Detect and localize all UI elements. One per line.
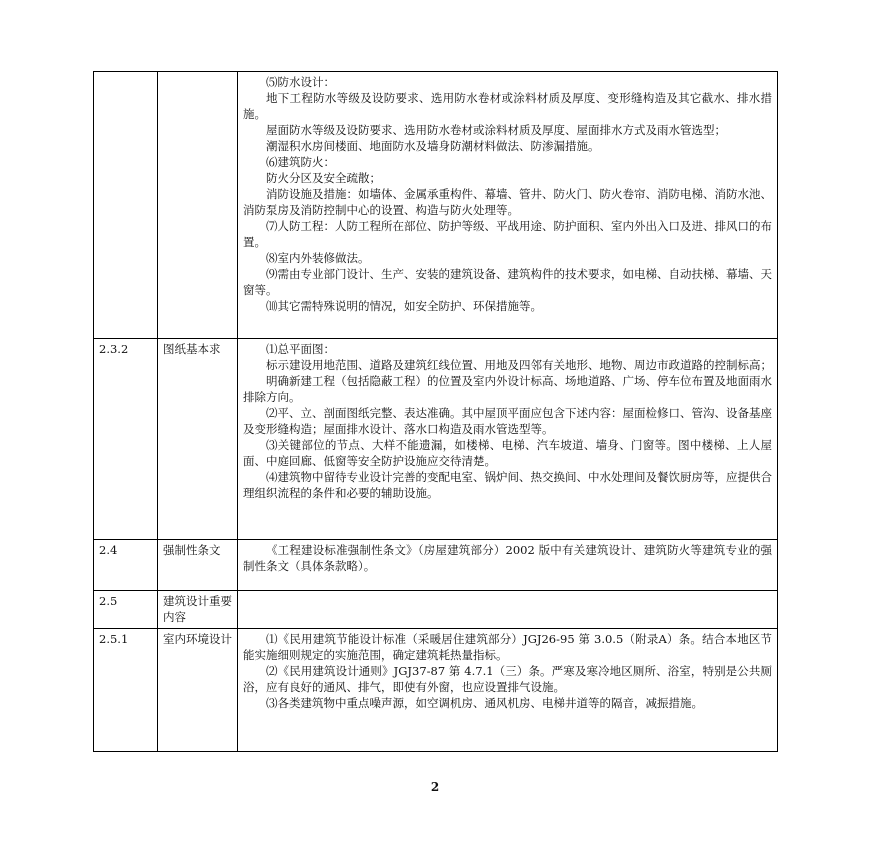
row-title-cell <box>158 72 238 339</box>
paragraph: ⑻室内外装修做法。 <box>266 251 370 265</box>
row-number-cell: 2.5 <box>94 591 158 629</box>
row-content-cell <box>238 540 778 591</box>
paragraph: 地下工程防水等级及设防要求、选用防水卷材或涂料材质及厚度、变形缝构造及其它截水、排水措施。 <box>243 91 772 121</box>
row-number-cell: 2.4 <box>94 540 158 591</box>
paragraph: ⑽其它需特殊说明的情况，如安全防护、环保措施等。 <box>266 299 542 313</box>
spec-table <box>93 71 778 752</box>
paragraph: ⑹建筑防火： <box>266 155 335 169</box>
table-row <box>94 339 778 540</box>
row-content-cell <box>238 591 778 629</box>
row-content-cell <box>238 72 778 339</box>
paragraph: ⑼需由专业部门设计、生产、安装的建筑设备、建筑构件的技术要求，如电梯、自动扶梯、幕墙、天窗等。 <box>243 267 772 297</box>
paragraph: ⑵平、立、剖面图纸完整、表达准确。其中屋顶平面应包含下述内容：屋面检修口、管沟、设备基座及变形缝构造；屋面排水设计、落水口构造及雨水管选型等。 <box>243 406 772 436</box>
spec-table-body <box>94 72 778 752</box>
paragraph: ⑶各类建筑物中重点噪声源，如空调机房、通风机房、电梯井道等的隔音，减振措施。 <box>266 696 703 710</box>
paragraph: 防火分区及安全疏散； <box>266 171 381 185</box>
table-row <box>94 72 778 339</box>
page-number: 2 <box>430 780 440 794</box>
paragraph: 标示建设用地范围、道路及建筑红线位置、用地及四邻有关地形、地物、周边市政道路的控制标高； <box>266 358 772 372</box>
paragraph: 消防设施及措施：如墙体、金属承重构件、幕墙、管井、防火门、防火卷帘、消防电梯、消防水池、消防泵房及消防控制中心的设置、构造与防火处理等。 <box>243 187 772 217</box>
paragraph: 明确新建工程（包括隐蔽工程）的位置及室内外设计标高、场地道路、广场、停车位布置及地面雨水排除方向。 <box>243 374 772 404</box>
paragraph: ⑺人防工程：人防工程所在部位、防护等级、平战用途、防护面积、室内外出入口及进、排风口的布置。 <box>243 219 772 249</box>
paragraph: ⑴《民用建筑节能设计标准（采暖居住建筑部分）JGJ26-95 第 3.0.5（附录A）条。结合本地区节能实施细则规定的实施范围，确定建筑耗热量指标。 <box>243 632 772 662</box>
table-row <box>94 540 778 591</box>
row-number-cell <box>94 72 158 339</box>
paragraph: ⑶关键部位的节点、大样不能遗漏，如楼梯、电梯、汽车坡道、墙身、门窗等。图中楼梯、上人屋面、中庭回廊、低窗等安全防护设施应交待清楚。 <box>243 438 772 468</box>
row-title-cell: 室内环境设计 <box>158 629 238 752</box>
paragraph: ⑵《民用建筑设计通则》JGJ37-87 第 4.7.1（三）条。严寒及寒冷地区厕所、浴室，特别是公共厕浴，应有良好的通风、排气，即使有外窗，也应设置排气设施。 <box>243 664 772 694</box>
paragraph: ⑴总平面图： <box>266 342 335 356</box>
table-row <box>94 591 778 629</box>
row-content-cell <box>238 339 778 540</box>
row-content-cell <box>238 629 778 752</box>
row-title-cell: 建筑设计重要内容 <box>158 591 238 629</box>
paragraph: 屋面防水等级及设防要求、选用防水卷材或涂料材质及厚度、屋面排水方式及雨水管选型； <box>266 123 726 137</box>
paragraph: ⑷建筑物中留待专业设计完善的变配电室、锅炉间、热交换间、中水处理间及餐饮厨房等，应提供合理组织流程的条件和必要的辅助设施。 <box>243 470 772 500</box>
paragraph: 潮湿积水房间楼面、地面防水及墙身防潮材料做法、防渗漏措施。 <box>266 139 600 153</box>
row-title-cell: 图纸基本求 <box>158 339 238 540</box>
table-row <box>94 629 778 752</box>
row-number-cell: 2.5.1 <box>94 629 158 752</box>
paragraph: 《工程建设标准强制性条文》（房屋建筑部分）2002 版中有关建筑设计、建筑防火等建筑专业的强制性条文（具体条款略）。 <box>243 543 772 573</box>
row-title-cell: 强制性条文 <box>158 540 238 591</box>
paragraph: ⑸防水设计： <box>266 75 335 89</box>
row-number-cell: 2.3.2 <box>94 339 158 540</box>
